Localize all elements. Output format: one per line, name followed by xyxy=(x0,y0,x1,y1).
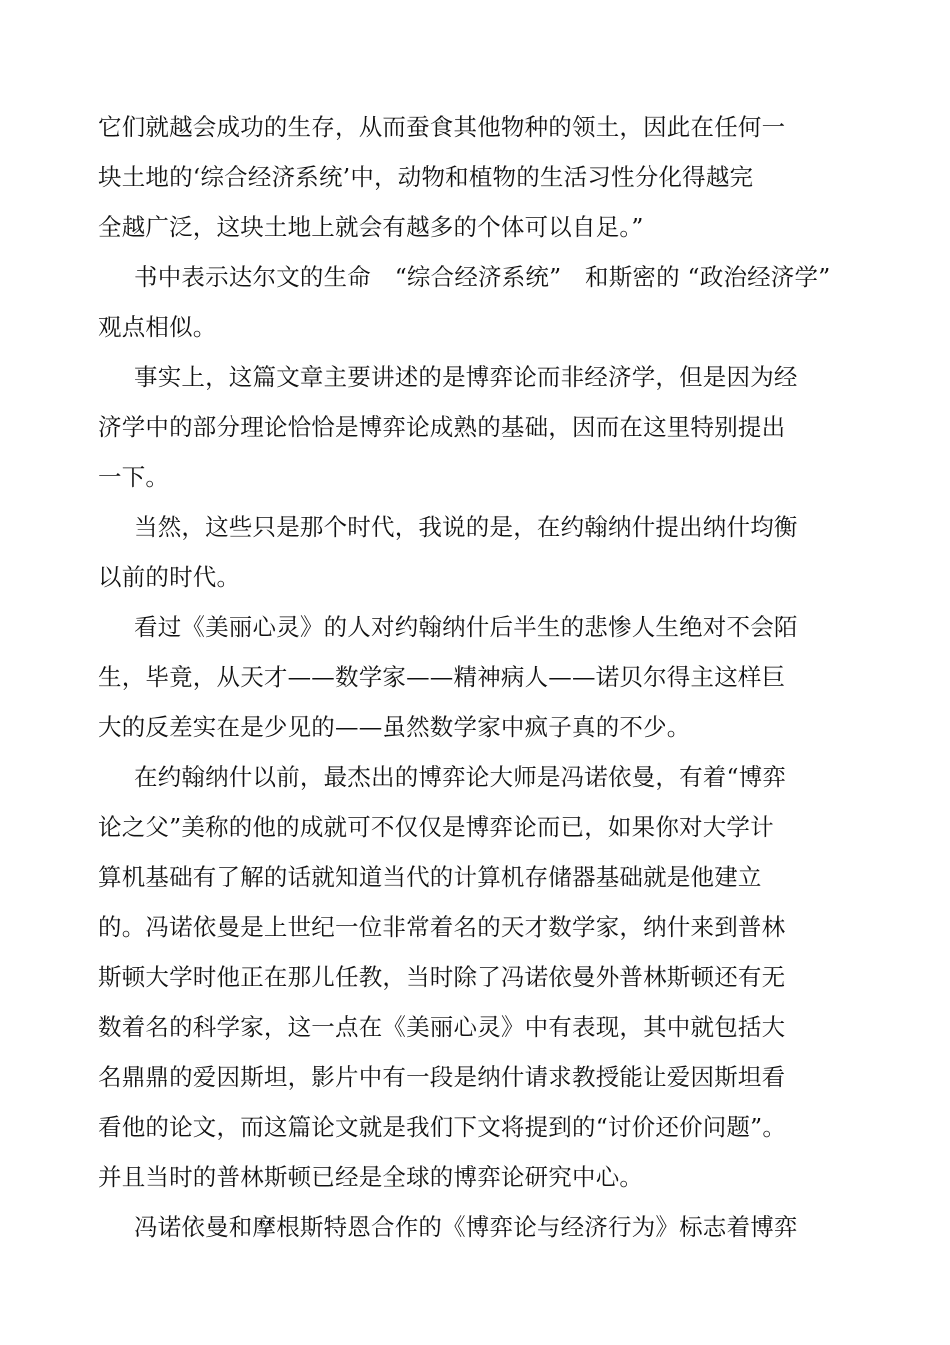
text-line: 块土地的‘综合经济系统’中，动物和植物的生活习性分化得越完 xyxy=(98,163,754,191)
paragraph-start: 书中表示达尔文的生命 “综合经济系统” 和斯密的 “政治经济学” xyxy=(134,263,831,291)
text-line: 名鼎鼎的爱因斯坦，影片中有一段是纳什请求教授能让爱因斯坦看 xyxy=(98,1063,786,1091)
paragraph-start: 冯诺依曼和摩根斯特恩合作的《博弈论与经济行为》标志着博弈 xyxy=(134,1213,798,1241)
text-line: 数着名的科学家，这一点在《美丽心灵》中有表现，其中就包括大 xyxy=(98,1013,786,1041)
text-line: 看他的论文，而这篇论文就是我们下文将提到的“讨价还价问题”。 xyxy=(98,1113,787,1141)
text-line: 观点相似。 xyxy=(98,313,217,341)
text-line: 的。冯诺依曼是上世纪一位非常着名的天才数学家，纳什来到普林 xyxy=(98,913,786,941)
paragraph-start: 事实上，这篇文章主要讲述的是博弈论而非经济学，但是因为经 xyxy=(134,363,798,391)
text-line: 一下。 xyxy=(98,463,170,491)
text-line: 论之父”美称的他的成就可不仅仅是博弈论而已，如果你对大学计 xyxy=(98,813,774,841)
text-line: 算机基础有了解的话就知道当代的计算机存储器基础就是他建立 xyxy=(98,863,762,891)
text-line: 全越广泛，这块土地上就会有越多的个体可以自足。” xyxy=(98,213,644,241)
paragraph-start: 在约翰纳什以前，最杰出的博弈论大师是冯诺依曼，有着“博弈 xyxy=(134,763,787,791)
text-line: 斯顿大学时他正在那儿任教，当时除了冯诺依曼外普林斯顿还有无 xyxy=(98,963,786,991)
paragraph-start: 当然，这些只是那个时代，我说的是，在约翰纳什提出纳什均衡 xyxy=(134,513,798,541)
text-line: 大的反差实在是少见的——虽然数学家中疯子真的不少。 xyxy=(98,713,691,741)
text-line: 它们就越会成功的生存，从而蚕食其他物种的领土，因此在任何一 xyxy=(98,113,786,141)
text-line: 并且当时的普林斯顿已经是全球的博弈论研究中心。 xyxy=(98,1163,644,1191)
text-line: 济学中的部分理论恰恰是博弈论成熟的基础，因而在这里特别提出 xyxy=(98,413,786,441)
text-line: 以前的时代。 xyxy=(98,563,241,591)
text-line: 生，毕竟，从天才——数学家——精神病人——诺贝尔得主这样巨 xyxy=(98,663,786,691)
paragraph-start: 看过《美丽心灵》的人对约翰纳什后半生的悲惨人生绝对不会陌 xyxy=(134,613,798,641)
